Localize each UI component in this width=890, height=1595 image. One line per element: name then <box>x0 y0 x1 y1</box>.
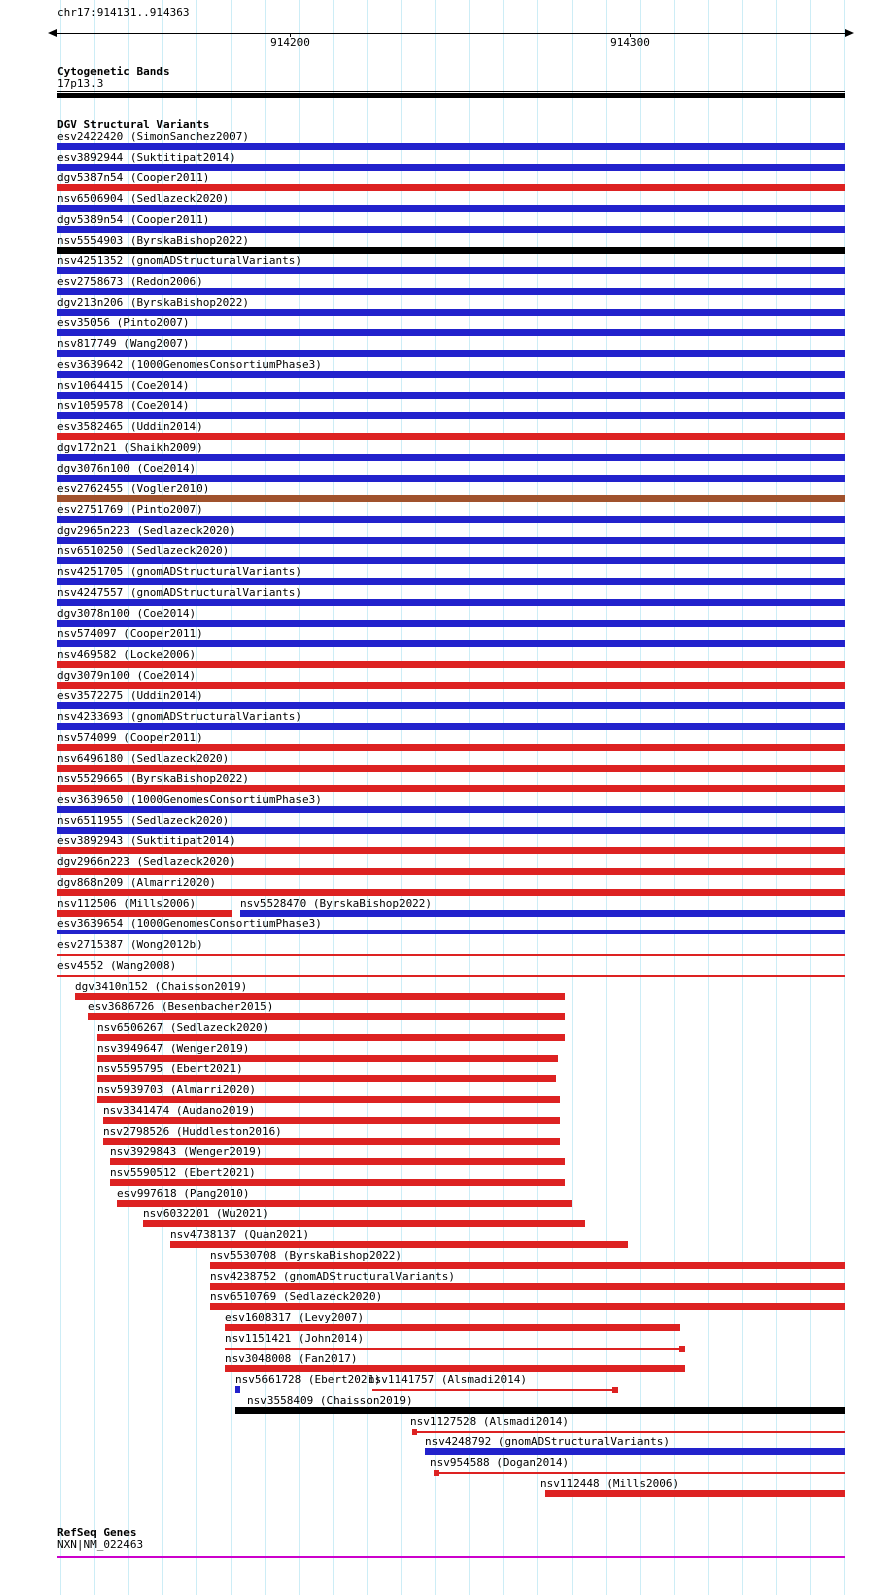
variant-bar[interactable] <box>57 682 845 689</box>
variant-row <box>0 276 890 297</box>
refseq-gene-label: NXN|NM_022463 <box>57 1538 144 1551</box>
variant-bar[interactable] <box>57 910 232 917</box>
variant-row <box>0 400 890 421</box>
variant-label[interactable]: nsv4247557 (gnomADStructuralVariants) <box>57 585 303 599</box>
variant-bar[interactable] <box>110 1179 565 1186</box>
variant-label[interactable]: nsv4238752 (gnomADStructuralVariants) <box>210 1269 456 1283</box>
cytoband-label: 17p13.3 <box>57 77 104 90</box>
variant-bar[interactable] <box>235 1386 240 1393</box>
variant-row <box>0 1291 890 1312</box>
variant-label[interactable]: nsv5554903 (ByrskaBishop2022) <box>57 233 250 247</box>
variant-bar[interactable] <box>117 1200 572 1207</box>
variant-row <box>0 856 890 877</box>
variant-label[interactable]: nsv5939703 (Almarri2020) <box>97 1083 256 1097</box>
variant-row <box>0 773 890 794</box>
variant-row <box>0 359 890 380</box>
variant-label[interactable]: dgv2966n223 (Sedlazeck2020) <box>57 855 236 869</box>
variant-label[interactable]: esv3639654 (1000GenomesConsortiumPhase3) <box>57 917 322 931</box>
variant-bar[interactable] <box>57 433 845 440</box>
variant-label[interactable]: nsv5595795 (Ebert2021) <box>97 1062 243 1076</box>
ruler-line <box>57 33 845 34</box>
variant-label[interactable]: nsv3048008 (Fan2017) <box>225 1352 358 1366</box>
variant-row <box>0 1457 890 1478</box>
variant-row <box>0 317 890 338</box>
variant-bar[interactable] <box>57 309 845 316</box>
variant-bar[interactable] <box>97 1075 556 1082</box>
variant-label[interactable]: nsv1127528 (Alsmadi2014) <box>410 1414 569 1428</box>
variant-label[interactable]: esv2715387 (Wong2012b) <box>57 938 203 952</box>
variant-row <box>0 732 890 753</box>
variant-label[interactable]: nsv1059578 (Coe2014) <box>57 399 190 413</box>
variant-row <box>0 628 890 649</box>
variant-label[interactable]: nsv5661728 (Ebert2021) <box>235 1373 381 1387</box>
variant-bar[interactable] <box>545 1490 845 1497</box>
variant-label[interactable]: esv4552 (Wang2008) <box>57 958 177 972</box>
variant-row <box>0 1126 890 1147</box>
variant-bar[interactable] <box>57 475 845 482</box>
variant-label[interactable]: esv3892944 (Suktitipat2014) <box>57 150 236 164</box>
variant-bar[interactable] <box>57 868 845 875</box>
variant-row <box>0 483 890 504</box>
variant-label[interactable]: dgv3076n100 (Coe2014) <box>57 461 197 475</box>
variant-bar[interactable] <box>57 975 845 977</box>
variant-label[interactable]: esv3686726 (Besenbacher2015) <box>88 1000 274 1014</box>
variant-label[interactable]: nsv4248792 (gnomADStructuralVariants) <box>425 1435 671 1449</box>
variant-row <box>0 338 890 359</box>
variant-row <box>0 172 890 193</box>
variant-bar[interactable] <box>225 1348 683 1350</box>
variant-bar[interactable] <box>57 205 845 212</box>
variant-row <box>0 835 890 856</box>
variant-label[interactable]: nsv2798526 (Huddleston2016) <box>103 1124 282 1138</box>
variant-bar[interactable] <box>235 1407 845 1414</box>
variant-bar[interactable] <box>225 1324 680 1331</box>
variant-bar[interactable] <box>57 288 845 295</box>
variant-row <box>0 1001 890 1022</box>
variant-label[interactable]: dgv3078n100 (Coe2014) <box>57 606 197 620</box>
variant-label[interactable]: esv3892943 (Suktitipat2014) <box>57 834 236 848</box>
variant-bar[interactable] <box>57 454 845 461</box>
variant-row <box>0 1478 890 1499</box>
variant-row <box>0 1208 890 1229</box>
variant-label[interactable]: nsv3949647 (Wenger2019) <box>97 1041 250 1055</box>
arrow-left-icon <box>48 29 57 37</box>
variant-row <box>0 1374 890 1395</box>
variant-row <box>0 918 890 939</box>
cytoband-header: Cytogenetic Bands <box>57 65 170 78</box>
region-title: chr17:914131..914363 <box>57 6 190 19</box>
variant-row <box>0 960 890 981</box>
variant-bar[interactable] <box>434 1472 845 1474</box>
variant-label[interactable]: nsv5528470 (ByrskaBishop2022) <box>240 896 433 910</box>
variant-bar[interactable] <box>57 785 845 792</box>
variant-row <box>0 1353 890 1374</box>
variant-bar[interactable] <box>57 143 845 150</box>
variant-row <box>0 152 890 173</box>
variant-label[interactable]: nsv6510769 (Sedlazeck2020) <box>210 1290 383 1304</box>
variant-row <box>0 1416 890 1437</box>
variant-label[interactable]: nsv469582 (Locke2006) <box>57 648 197 661</box>
variant-bar[interactable] <box>75 993 565 1000</box>
variant-label[interactable]: esv2758673 (Redon2006) <box>57 275 203 289</box>
variant-label[interactable]: nsv5590512 (Ebert2021) <box>110 1166 256 1179</box>
variant-bar[interactable] <box>57 661 845 668</box>
variant-bar[interactable] <box>210 1303 845 1310</box>
variant-bar[interactable] <box>57 954 845 956</box>
arrow-right-icon <box>845 29 854 37</box>
refseq-gene-line[interactable] <box>57 1556 845 1558</box>
variant-row <box>0 981 890 1002</box>
variant-row <box>0 1105 890 1126</box>
variant-label[interactable]: esv2422420 (SimonSanchez2007) <box>57 130 250 143</box>
variant-row <box>0 380 890 401</box>
variant-row <box>0 877 890 898</box>
variant-label[interactable]: dgv868n209 (Almarri2020) <box>57 875 216 889</box>
variant-bar[interactable] <box>57 744 845 751</box>
variant-row <box>0 1395 890 1416</box>
variant-bar[interactable] <box>57 412 845 419</box>
variant-label[interactable]: nsv6506267 (Sedlazeck2020) <box>97 1020 270 1034</box>
variant-label[interactable]: nsv574099 (Cooper2011) <box>57 730 203 744</box>
variant-row <box>0 1146 890 1167</box>
variant-bar[interactable] <box>372 1389 616 1391</box>
variant-label[interactable]: nsv112506 (Mills2006) <box>57 896 197 910</box>
variant-bar[interactable] <box>57 889 845 896</box>
variant-row <box>0 1271 890 1292</box>
variant-label[interactable]: nsv3341474 (Audano2019) <box>103 1103 256 1117</box>
variant-bar[interactable] <box>57 267 845 274</box>
variant-row <box>0 690 890 711</box>
variant-label[interactable]: nsv6506904 (Sedlazeck2020) <box>57 192 230 206</box>
variant-row <box>0 753 890 774</box>
variant-label[interactable]: nsv5530708 (ByrskaBishop2022) <box>210 1248 403 1262</box>
variant-bar[interactable] <box>57 392 845 399</box>
variant-row <box>0 939 890 960</box>
variant-label[interactable]: dgv2965n223 (Sedlazeck2020) <box>57 523 236 537</box>
variant-bar[interactable] <box>57 350 845 357</box>
variant-label[interactable]: dgv5387n54 (Cooper2011) <box>57 171 210 185</box>
variant-label[interactable]: esv1608317 (Levy2007) <box>225 1311 365 1325</box>
variant-label[interactable]: nsv4251352 (gnomADStructuralVariants) <box>57 254 303 268</box>
variant-label[interactable]: nsv5529665 (ByrskaBishop2022) <box>57 772 250 786</box>
variant-bar[interactable] <box>425 1448 845 1455</box>
variant-row <box>0 545 890 566</box>
variant-label[interactable]: nsv3558409 (Chaisson2019) <box>247 1393 413 1407</box>
variant-label[interactable]: esv35056 (Pinto2007) <box>57 316 190 330</box>
variant-label[interactable]: esv2751769 (Pinto2007) <box>57 502 203 516</box>
variant-label[interactable]: dgv213n206 (ByrskaBishop2022) <box>57 295 250 309</box>
variant-row <box>0 670 890 691</box>
variant-label[interactable]: nsv6032201 (Wu2021) <box>143 1207 269 1221</box>
variant-row <box>0 1063 890 1084</box>
dgv-header: DGV Structural Variants <box>57 118 210 131</box>
variant-label[interactable]: esv997618 (Pang2010) <box>117 1186 250 1200</box>
variant-label[interactable]: nsv6511955 (Sedlazeck2020) <box>57 813 230 827</box>
variant-bar[interactable] <box>97 1034 565 1041</box>
variant-bar[interactable] <box>57 537 845 544</box>
variant-row <box>0 297 890 318</box>
variant-bar[interactable] <box>210 1283 845 1290</box>
variant-bar[interactable] <box>97 1055 558 1062</box>
variant-bar[interactable] <box>57 847 845 854</box>
variant-bar[interactable] <box>57 557 845 564</box>
variant-bar[interactable] <box>57 164 845 171</box>
variant-bar[interactable] <box>225 1365 685 1372</box>
variant-bar[interactable] <box>57 765 845 772</box>
variant-bar[interactable] <box>57 184 845 191</box>
variant-row <box>0 1084 890 1105</box>
variant-row <box>0 421 890 442</box>
variant-row <box>0 1167 890 1188</box>
variant-bar[interactable] <box>57 827 845 834</box>
variant-label[interactable]: nsv4251705 (gnomADStructuralVariants) <box>57 565 303 579</box>
variant-bar[interactable] <box>57 226 845 233</box>
variant-bar[interactable] <box>103 1138 560 1145</box>
variant-label[interactable]: nsv954588 (Dogan2014) <box>430 1456 570 1470</box>
variant-label[interactable]: dgv3079n100 (Coe2014) <box>57 668 197 682</box>
variant-bar[interactable] <box>57 247 845 254</box>
variant-bar[interactable] <box>97 1096 560 1103</box>
variant-label[interactable]: esv2762455 (Vogler2010) <box>57 482 210 496</box>
variant-bar[interactable] <box>110 1158 565 1165</box>
variant-bar[interactable] <box>57 930 845 934</box>
variant-label[interactable]: nsv817749 (Wang2007) <box>57 337 190 351</box>
variant-bar[interactable] <box>57 723 845 730</box>
variant-row <box>0 1022 890 1043</box>
variant-row <box>0 214 890 235</box>
variant-row <box>0 235 890 256</box>
variant-row <box>0 1043 890 1064</box>
variant-row <box>0 794 890 815</box>
variant-label[interactable]: nsv4233693 (gnomADStructuralVariants) <box>57 710 303 724</box>
variant-label[interactable]: esv3582465 (Uddin2014) <box>57 420 203 434</box>
variant-row <box>0 193 890 214</box>
variant-bar[interactable] <box>57 371 845 378</box>
variant-label[interactable]: dgv3410n152 (Chaisson2019) <box>75 979 248 993</box>
variant-row <box>0 587 890 608</box>
variant-label[interactable]: nsv1151421 (John2014) <box>225 1331 365 1345</box>
variant-bar[interactable] <box>57 806 845 813</box>
variant-row <box>0 711 890 732</box>
variant-row <box>0 608 890 629</box>
variant-bar[interactable] <box>412 1431 845 1433</box>
variant-bar[interactable] <box>143 1220 585 1227</box>
variant-label[interactable]: nsv3929843 (Wenger2019) <box>110 1145 263 1159</box>
variant-bar[interactable] <box>240 910 845 917</box>
variant-row <box>0 1436 890 1457</box>
variant-row <box>0 1250 890 1271</box>
variant-row <box>0 1312 890 1333</box>
variant-bar[interactable] <box>170 1241 628 1248</box>
ruler-tick-label: 914300 <box>610 36 650 49</box>
variant-label[interactable]: nsv6510250 (Sedlazeck2020) <box>57 544 230 558</box>
variant-bar[interactable] <box>57 329 845 336</box>
variant-label[interactable]: nsv1141757 (Alsmadi2014) <box>368 1373 527 1387</box>
variant-label[interactable]: dgv172n21 (Shaikh2009) <box>57 440 203 454</box>
variant-label[interactable]: nsv4738137 (Quan2021) <box>170 1228 310 1242</box>
variant-label[interactable]: nsv112448 (Mills2006) <box>540 1476 680 1490</box>
variant-bar[interactable] <box>57 599 845 606</box>
variant-row <box>0 131 890 152</box>
variant-label[interactable]: esv3639642 (1000GenomesConsortiumPhase3) <box>57 357 322 371</box>
ruler-tick-label: 914200 <box>270 36 310 49</box>
variant-row <box>0 255 890 276</box>
variant-bar[interactable] <box>57 516 845 523</box>
variant-bar[interactable] <box>57 620 845 627</box>
variant-row <box>0 504 890 525</box>
variant-row <box>0 649 890 670</box>
variant-label[interactable]: nsv6496180 (Sedlazeck2020) <box>57 751 230 765</box>
variant-row <box>0 1229 890 1250</box>
variant-bar[interactable] <box>57 578 845 585</box>
variant-label[interactable]: nsv1064415 (Coe2014) <box>57 378 190 392</box>
variant-row <box>0 898 890 919</box>
variant-row <box>0 1333 890 1354</box>
variant-bar[interactable] <box>88 1013 565 1020</box>
variant-row <box>0 525 890 546</box>
variant-bar[interactable] <box>57 640 845 647</box>
variant-bar[interactable] <box>612 1387 618 1393</box>
variant-row <box>0 442 890 463</box>
cytoband-topline <box>57 91 845 92</box>
variant-row <box>0 566 890 587</box>
variant-bar[interactable] <box>57 495 845 502</box>
variant-row <box>0 815 890 836</box>
variant-bar[interactable] <box>57 702 845 709</box>
variant-bar[interactable] <box>679 1346 685 1352</box>
variant-label[interactable]: dgv5389n54 (Cooper2011) <box>57 212 210 226</box>
variant-row <box>0 463 890 484</box>
variant-bar[interactable] <box>103 1117 560 1124</box>
cytoband-bar[interactable] <box>57 93 845 98</box>
variant-label[interactable]: esv3572275 (Uddin2014) <box>57 689 203 703</box>
refseq-header: RefSeq Genes <box>57 1526 137 1539</box>
variant-label[interactable]: esv3639650 (1000GenomesConsortiumPhase3) <box>57 793 322 807</box>
variant-bar[interactable] <box>210 1262 845 1269</box>
variant-label[interactable]: nsv574097 (Cooper2011) <box>57 627 203 641</box>
variant-row <box>0 1188 890 1209</box>
